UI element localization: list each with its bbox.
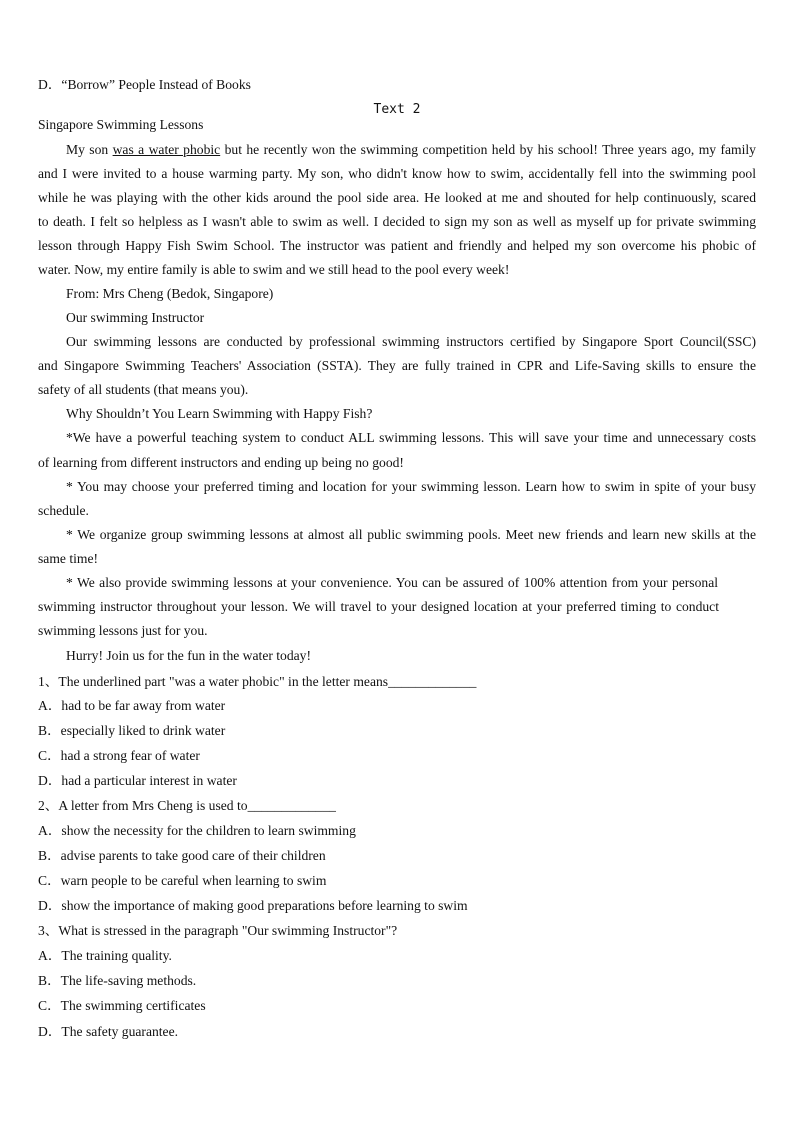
option-c: C．The swimming certificates (38, 998, 206, 1013)
question-stem: 1、The underlined part "was a water phobic" in the letter means (38, 674, 389, 689)
why-heading: Why Shouldn’t You Learn Swimming with Happy Fish? (66, 406, 373, 421)
instructor-line: safety of all students (that means you). (38, 382, 249, 397)
why-point: of learning from different instructors and ending up being no good! (38, 455, 404, 470)
instructor-line: and Singapore Swimming Teachers' Association (SSTA). They are fully trained in CPR and Life-Saving skills to ensure the (38, 358, 756, 373)
answer-blank: _____________ (247, 798, 336, 813)
question-2 (38, 797, 336, 815)
question-1 (38, 673, 476, 691)
question-stem: 2、A letter from Mrs Cheng is used to (38, 798, 248, 813)
why-point: swimming lessons just for you. (38, 623, 208, 638)
letter-signature: From: Mrs Cheng (Bedok, Singapore) (66, 286, 274, 301)
instructor-heading: Our swimming Instructor (66, 310, 205, 325)
option-a: A．show the necessity for the children to learn swimming (38, 823, 356, 838)
why-point: * We also provide swimming lessons at your convenience. You can be assured of 100% attention from your personal (66, 575, 718, 590)
letter-line: to death. I felt so helpless as I wasn't able to swim as well. I decided to sign my son as well as myself up for private swimming (38, 214, 756, 229)
letter-line: water. Now, my entire family is able to swim and we still head to the pool every week! (38, 262, 510, 277)
option-d: D．had a particular interest in water (38, 773, 237, 788)
option-a: A．The training quality. (38, 948, 172, 963)
letter-line: lesson through Happy Fish Swim School. The instructor was patient and friendly and helped my son overcome his phobic of (38, 238, 756, 253)
why-point: *We have a powerful teaching system to conduct ALL swimming lessons. This will save your time and unnecessary costs (66, 430, 756, 445)
section-title: Text 2 (373, 102, 421, 117)
option-b: B．advise parents to take good care of their children (38, 848, 326, 863)
option-b: B．The life-saving methods. (38, 973, 197, 988)
option-c: C．had a strong fear of water (38, 748, 200, 763)
question-3 (38, 922, 397, 940)
why-point: * You may choose your preferred timing and location for your swimming lesson. Learn how to swim in spite of your busy (66, 479, 756, 494)
passage-title: Singapore Swimming Lessons (38, 117, 204, 132)
why-point: schedule. (38, 503, 89, 518)
why-point: swimming instructor throughout your lesson. We will travel to your designed location at your preferred timing to conduct (38, 599, 719, 614)
option-d: D．The safety guarantee. (38, 1024, 179, 1039)
option-d: D．show the importance of making good preparations before learning to swim (38, 898, 468, 913)
why-point: same time! (38, 551, 99, 566)
previous-option-d: D．“Borrow” People Instead of Books (38, 77, 251, 92)
letter-line: and I were invited to a house warming party. My son, who didn't know how to swim, accidentally fell into the swimming pool (38, 166, 756, 181)
instructor-line: Our swimming lessons are conducted by professional swimming instructors certified by Singapore Sport Council(SSC) (66, 334, 756, 349)
answer-blank: _____________ (388, 674, 477, 689)
question-stem: 3、What is stressed in the paragraph "Our swimming Instructor"? (38, 923, 398, 938)
option-b: B．especially liked to drink water (38, 723, 226, 738)
text: but he recently won the swimming competition held by his school! Three years ago, my family (220, 142, 756, 157)
underlined-phrase: was a water phobic (112, 142, 221, 157)
letter-line (66, 141, 756, 159)
why-point: * We organize group swimming lessons at almost all public swimming pools. Meet new friends and learn new skills at the (66, 527, 756, 542)
option-c: C．warn people to be careful when learning to swim (38, 873, 327, 888)
text: My son (66, 142, 113, 157)
closing-line: Hurry! Join us for the fun in the water today! (66, 648, 311, 663)
option-a: A．had to be far away from water (38, 698, 226, 713)
letter-line: while he was playing with the other kids around the pool side area. He looked at me and shouted for help continuously, scared (38, 190, 756, 205)
